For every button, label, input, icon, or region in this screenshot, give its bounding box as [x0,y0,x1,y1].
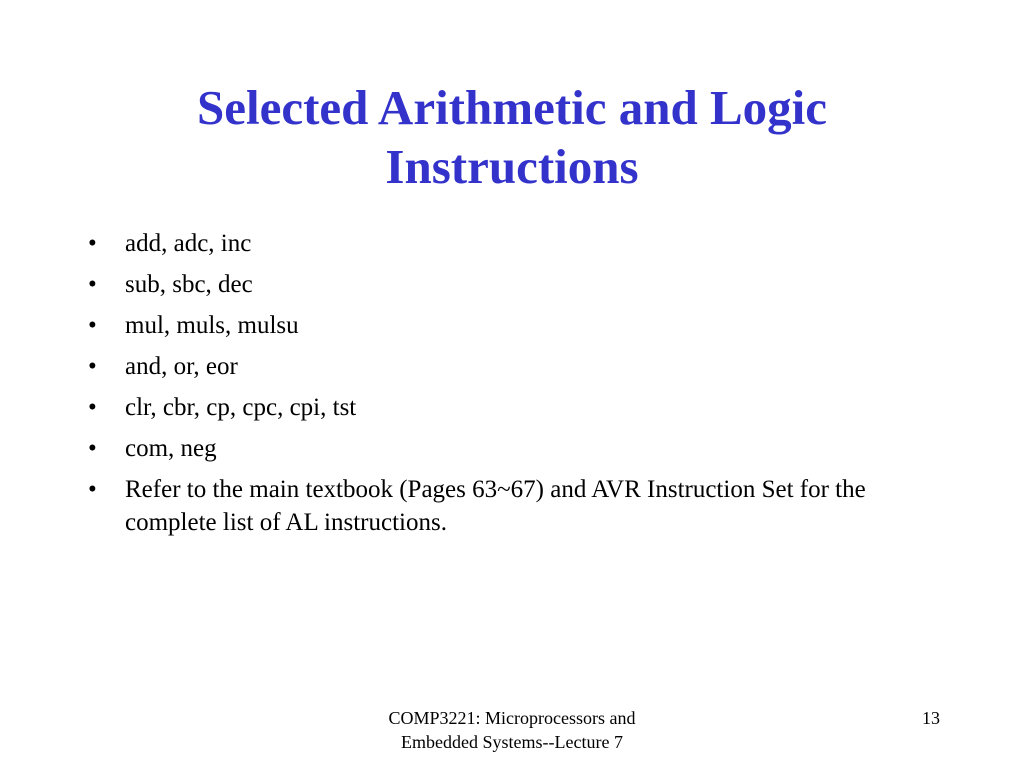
bullet-icon: • [88,353,97,380]
bullet-icon: • [88,476,97,503]
bullet-text: sub, sbc, dec [125,271,253,298]
slide-title-line-2: Instructions [385,139,639,194]
slide-title [0,78,1024,196]
bullet-item [88,227,948,260]
bullet-item [88,473,948,539]
bullet-text: and, or, eor [125,353,238,380]
bullet-text: add, adc, inc [125,230,252,257]
bullet-item [88,391,948,424]
footer-line-2: Embedded Systems--Lecture 7 [401,732,623,752]
slide-title-line-1: Selected Arithmetic and Logic [196,80,828,135]
bullet-text: mul, muls, mulsu [125,312,299,339]
bullet-item [88,350,948,383]
footer-line-1: COMP3221: Microprocessors and [388,708,636,728]
bullet-icon: • [88,312,97,339]
bullet-icon: • [88,435,97,462]
bullet-text: Refer to the main textbook (Pages 63~67) and AVR Instruction Set for the complete list of AL instructions. [125,476,866,536]
bullet-item [88,309,948,342]
bullet-icon: • [88,271,97,298]
bullet-icon: • [88,394,97,421]
bullet-item [88,268,948,301]
bullet-item [88,432,948,465]
page-number: 13 [922,708,940,728]
bullet-text: com, neg [125,435,217,462]
bullet-icon: • [88,230,97,257]
bullet-text: clr, cbr, cp, cpc, cpi, tst [125,394,357,421]
bullet-list [88,227,948,547]
footer-course-title [312,706,712,754]
